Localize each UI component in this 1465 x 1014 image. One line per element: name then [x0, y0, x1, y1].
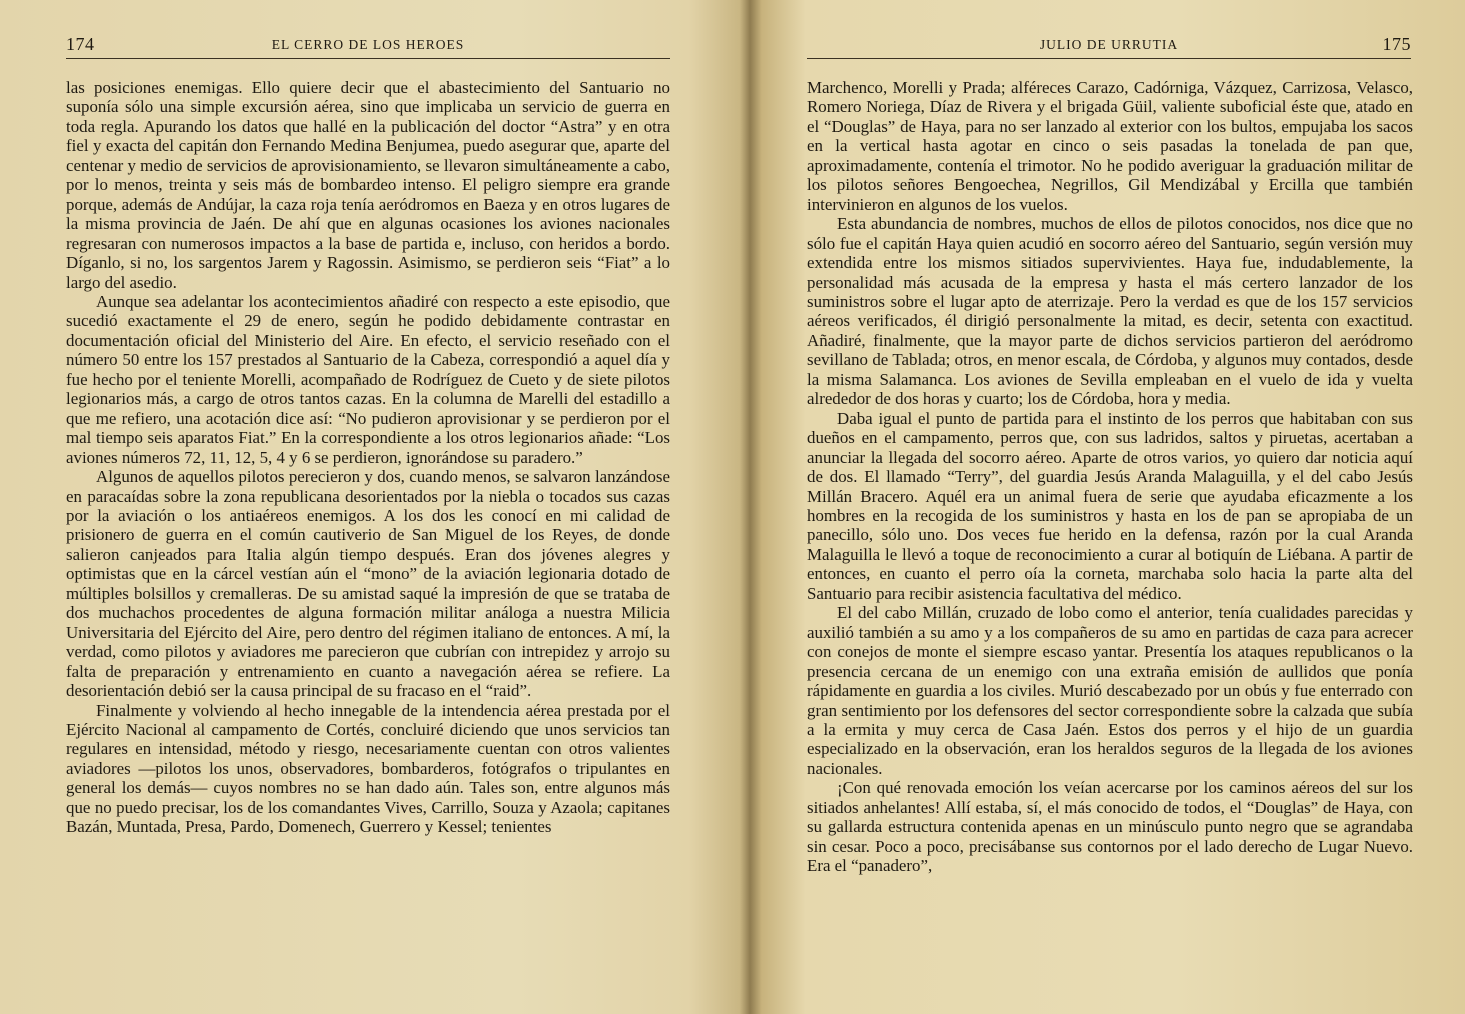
paragraph: Finalmente y volviendo al hecho innegable de la intendencia aérea prestada por el Ejército Nacional al campamento de Cortés, concluiré diciendo que unos servicios tan regulares en intensidad, método y riesgo, necesariamente cuentan con otros valientes aviadores —pilotos los unos, observadores, bombarderos, fotógrafos o tripulantes en general los demás— cuyos nombres no se han dado aún. Tales son, entre algunos más que no puedo precisar, los de los comandantes Vives, Carrillo, Souza y Azaola; capitanes Bazán, Muntada, Presa, Pardo, Domenech, Guerrero y Kessel; tenientes: [66, 700, 670, 837]
header-rule: [66, 58, 670, 59]
paragraph: Marchenco, Morelli y Prada; alféreces Carazo, Cadórniga, Vázquez, Carrizosa, Velasco, Romero Noriega, Díaz de Rivera y el brigada Güil, valiente suboficial éste que, atado en el “Douglas” de Haya, para no ser lanzado al exterior con los bultos, empujaba los sacos en la vertical hasta agotar en cinco o seis pasadas la tonelada de pan que, aproximadamente, contenía el trimotor. No he podido averiguar la graduación militar de los pilotos señores Bengoechea, Negrillos, Gil Mendizábal y Ercilla que también intervinieron en algunos de los vuelos.: [807, 78, 1413, 214]
paragraph: las posiciones enemigas. Ello quiere decir que el abastecimiento del Santuario no suponía sólo una simple excursión aérea, sino que implicaba un servicio de guerra en toda regla. Apurando los datos que hallé en la publicación del doctor “Astra” y en otra fiel y exacta del capitán don Fernando Medina Benjumea, puedo asegurar que, aparte del centenar y medio de servicios de aprovisionamiento, se llevaron simultáneamente a cabo, por lo menos, treinta y seis más de bombardeo intenso. El peligro siempre era grande porque, además de Andújar, la caza roja tenía aeródromos en Baeza y en otros lugares de la misma provincia de Jaén. De ahí que en algunas ocasiones los aviones nacionales regresaran con numerosos impactos a la base de partida e, incluso, con heridos a bordo. Díganlo, si no, los sargentos Jarem y Ragossin. Asimismo, se perdieron seis “Fiat” a lo largo del asedio.: [66, 78, 670, 292]
paragraph: El del cabo Millán, cruzado de lobo como el anterior, tenía cualidades parecidas y auxilió también a su amo y a los compañeros de su amo en partidas de caza para acrecer con conejos de monte el siempre escaso yantar. Presentía los ataques republicanos o la presencia cercana de un enemigo con una extraña emisión de aullidos que ponía rápidamente en guardia a los civiles. Murió descabezado por un obús y fue enterrado con gran sentimiento por los defensores del sector correspondiente sobre la calzada que subía a la ermita y muy cerca de Casa Jaén. Estos dos perros y el hijo de un guardia especializado en la observación, eran los heraldos seguros de la llegada de los aviones nacionales.: [807, 603, 1413, 778]
right-page-body: [807, 78, 1413, 876]
left-page-body: [66, 78, 670, 837]
paragraph: Esta abundancia de nombres, muchos de ellos de pilotos conocidos, nos dice que no sólo fue el capitán Haya quien acudió en socorro aéreo del Santuario, según versión muy extendida entre los mismos sitiados supervivientes. Haya fue, indudablemente, la personalidad más acusada de la empresa y hasta el más certero lanzador de los suministros sobre el lugar apto de aterrizaje. Pero la verdad es que de los 157 servicios aéreos verificados, él dirigió personalmente la mitad, es decir, setenta con exactitud. Añadiré, finalmente, que la mayor parte de dichos servicios partieron del aeródromo sevillano de Tablada; otros, en menor escala, de Córdoba, y algunos muy contados, desde la misma Salamanca. Los aviones de Sevilla empleaban en el vuelo de ida y vuelta alrededor de dos horas y cuarto; los de Córdoba, hora y media.: [807, 214, 1413, 409]
paragraph: Algunos de aquellos pilotos perecieron y dos, cuando menos, se salvaron lanzándose en paracaídas sobre la zona republicana desorientados por la niebla o tocados sus cazas por la aviación o los antiaéreos enemigos. A los dos les conocí en mi calidad de prisionero de guerra en el común cautiverio de San Miguel de los Reyes, de donde salieron canjeados para Italia algún tiempo después. Eran dos jóvenes alegres y optimistas que en la cárcel vestían aún el “mono” de la aviación legionaria dotado de múltiples bolsillos y cremalleras. De su amistad saqué la impresión de que se trataba de dos muchachos procedentes de alguna formación militar análoga a nuestra Milicia Universitaria del Ejército del Aire, pero dentro del régimen italiano de entonces. A mí, la verdad, como pilotos y aviadores me parecieron que cubrían con intrepidez y arrojo su falta de preparación y entrenamiento en cuanto a navegación aérea se refiere. La desorientación debió ser la causa principal de su fracaso en el “raid”.: [66, 467, 670, 701]
running-head: EL CERRO DE LOS HEROES: [271, 37, 465, 52]
paragraph: Daba igual el punto de partida para el instinto de los perros que habitaban con sus dueños en el campamento, perros que, con sus ladridos, saltos y piruetas, acertaban a anunciar la llegada del socorro aéreo. Aparte de otros varios, yo quiero dar noticia aquí de dos. El llamado “Terry”, del guardia Jesús Aranda Malaguilla, y el del cabo Jesús Millán Bracero. Aquél era un animal fuera de serie que ayudaba eficazmente a los hombres en la recogida de los suministros y hasta en los de pan se apropiaba de un panecillo, sólo uno. Dos veces fue herido en la defensa, razón por la cual Aranda Malaguilla le llevó a toque de reconocimiento a curar al botiquín de Liébana. A partir de entonces, en cuanto el perro oía la corneta, marchaba solo hacia la parte alta del Santuario para recibir asistencia facultativa del médico.: [807, 408, 1413, 603]
page-number: 175: [1382, 34, 1411, 54]
left-page-header: [66, 34, 670, 56]
paragraph: Aunque sea adelantar los acontecimientos añadiré con respecto a este episodio, que sucedió exactamente el 29 de enero, según he podido debidamente contrastar en documentación oficial del Ministerio del Aire. En efecto, el servicio reseñado con el número 50 entre los 157 prestados al Santuario de la Cabeza, correspondió a aquel día y fue hecho por el teniente Morelli, acompañado de Rodríguez de Cueto y de siete pilotos legionarios más, a cargo de otros tantos cazas. En la columna de Marelli del estadillo a que me refiero, una acotación dice así: “No pudieron aprovisionar y se perdieron por el mal tiempo seis aparatos Fiat.” En la correspondiente a los otros legionarios añade: “Los aviones números 72, 11, 12, 5, 4 y 6 se perdieron, ignorándose su paradero.”: [66, 291, 670, 467]
right-page-header: [807, 34, 1411, 56]
right-page: [735, 0, 1465, 1014]
running-head: JULIO DE URRUTIA: [1039, 37, 1179, 52]
paragraph: ¡Con qué renovada emoción los veían acercarse por los caminos aéreos del sur los sitiados anhelantes! Allí estaba, sí, el más conocido de todos, el “Douglas” de Haya, con su gallarda estructura contenida apenas en un minúsculo punto negro que se agrandaba sin cesar. Poco a poco, precisábanse sus contornos por el lado derecho de Lugar Nuevo. Era el “panadero”,: [807, 778, 1413, 876]
header-rule: [807, 58, 1411, 59]
page-number: 174: [66, 34, 95, 54]
